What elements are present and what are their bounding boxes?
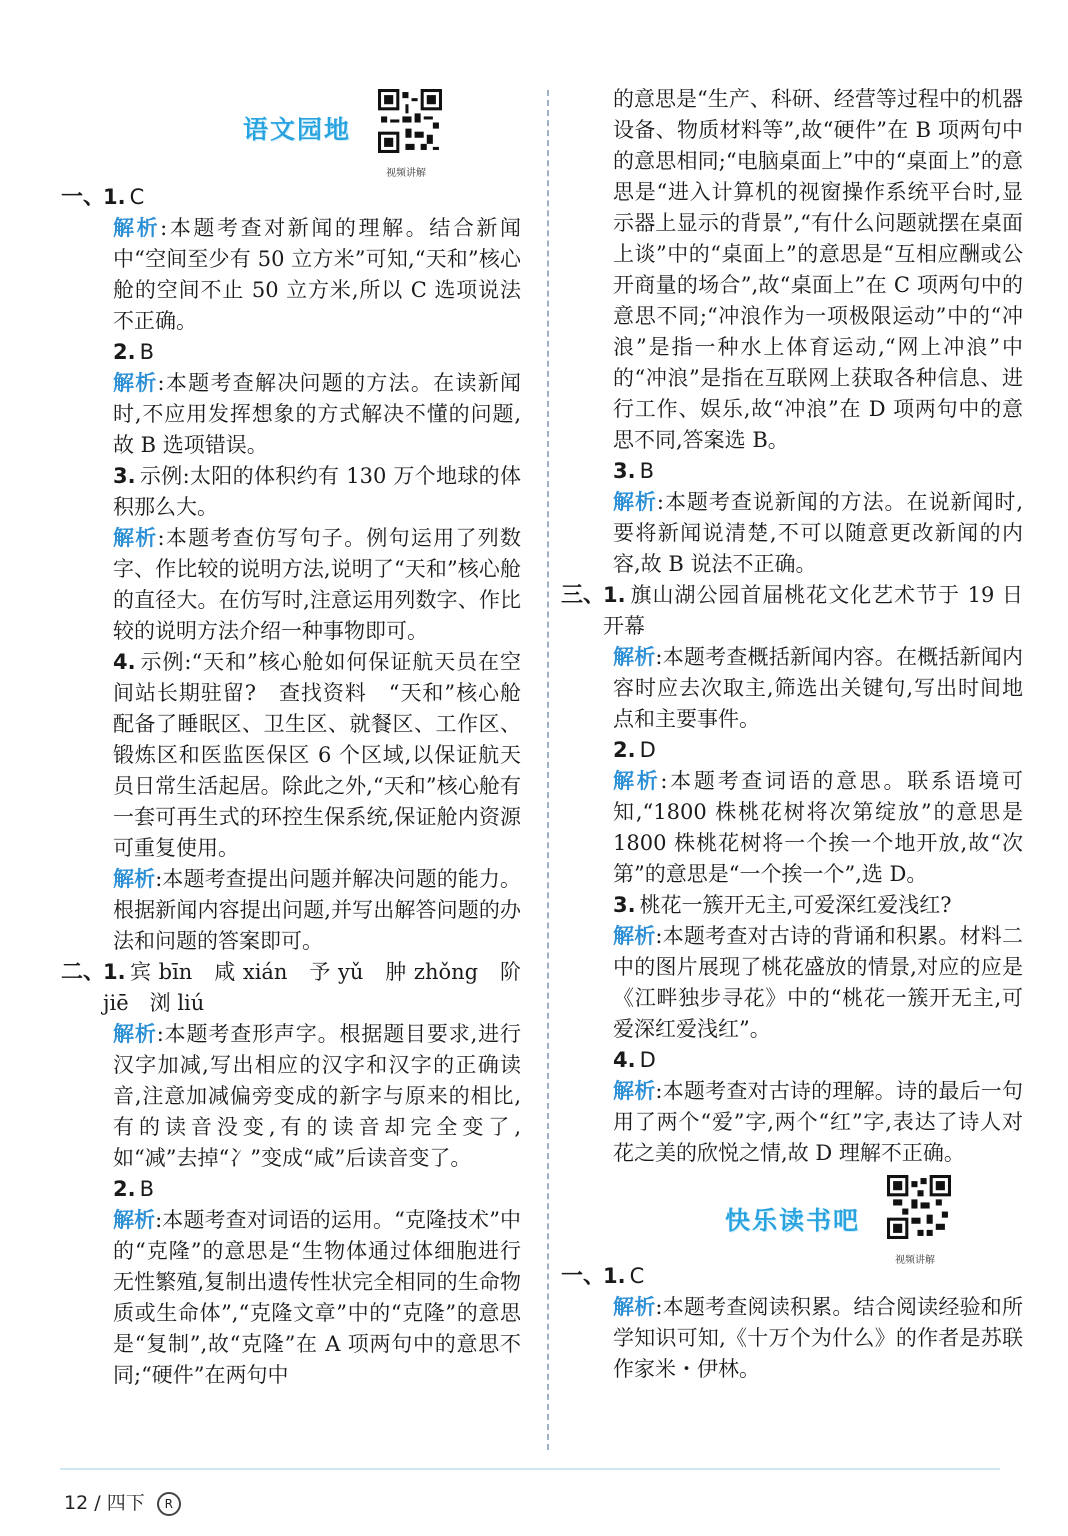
analysis-tag: 解析 xyxy=(613,1079,656,1103)
explanation-2 xyxy=(103,368,521,461)
question-number: 4. xyxy=(613,1048,636,1072)
footer-separator: / xyxy=(94,1492,107,1514)
section-title: 快乐读书吧 xyxy=(725,1206,861,1235)
analysis-tag: 解析 xyxy=(613,924,656,948)
grade-label: 四下 xyxy=(106,1492,145,1514)
explanation-text: :本题考查对古诗的背诵和积累。材料二中的图片展现了桃花盛放的情景,对应的应是《江畔独步寻花》中的“桃花一簇开无主,可爱深红爱浅红”。 xyxy=(613,924,1024,1041)
answer-3-4 xyxy=(603,1045,1023,1076)
answer-text: 示例:太阳的体积约有 130 万个地球的体积那么大。 xyxy=(113,464,521,519)
section-number: 一、 xyxy=(561,1264,606,1289)
edition-badge-icon: R xyxy=(157,1492,181,1516)
question-number: 3. xyxy=(113,464,136,488)
explanation-text: :本题考查概括新闻内容。在概括新闻内容时应去次取主,筛选出关键句,写出时间地点和主要事件。 xyxy=(613,645,1024,731)
explanation-3-2 xyxy=(603,766,1023,890)
answer-3-1 xyxy=(603,580,1023,642)
explanation-2-2 xyxy=(103,1205,521,1391)
analysis-tag: 解析 xyxy=(113,526,158,550)
qr-label: 视频讲解 xyxy=(386,168,426,179)
explanation-text: :本题考查解决问题的方法。在读新闻时,不应用发挥想象的方式解决不懂的问题,故 B 选项错误。 xyxy=(113,371,521,457)
answer-2 xyxy=(103,337,521,368)
answer-3-2 xyxy=(603,735,1023,766)
section-header-kuailedushuba xyxy=(603,1169,1023,1266)
question-number: 3. xyxy=(613,893,636,917)
explanation-text: :本题考查仿写句子。例句运用了列数字、作比较的说明方法,说明了“天和”核心舱的直径大。在仿写时,注意运用列数字、作比较的说明方法介绍一种事物即可。 xyxy=(113,526,521,643)
question-number: 2. xyxy=(113,340,136,364)
right-column xyxy=(561,84,1024,1385)
section-title: 语文园地 xyxy=(243,115,352,144)
question-number: 1. xyxy=(103,185,126,209)
answer-4 xyxy=(103,647,521,864)
qr-code-icon[interactable] xyxy=(378,89,442,153)
explanation-text: 的意思是“生产、科研、经营等过程中的机器设备、物质材料等”,故“硬件”在 B 项两句中的意思相同;“电脑桌面上”中的“桌面上”的意思是“进入计算机的视窗操作系统平台时,显示器上显示的背景”,“有什么问题就摆在桌面上谈”中的“桌面上”的意思是“互相应酬或公开商量的场合”,故“桌面上”在 C 项两句中的意思不同;“冲浪作为一项极限运动”中的“冲浪”是指一种水上体育运动,“网上冲浪”中的“冲浪”是指在互联网上获取各种信息、进行工作、娱乐,故“冲浪”在 D 项两句中的意思不同,答案选 B。 xyxy=(613,87,1023,452)
explanation-2-1 xyxy=(103,1019,521,1174)
answer-text: D xyxy=(639,1048,656,1072)
answer-text: 桃花一簇开无主,可爱深红爱浅红? xyxy=(639,893,952,917)
answer-text: C xyxy=(129,185,145,209)
analysis-tag: 解析 xyxy=(613,490,657,514)
section-2 xyxy=(61,957,522,1391)
question-number: 2. xyxy=(613,738,636,762)
question-number: 3. xyxy=(613,459,636,483)
answer-text: 旗山湖公园首届桃花文化艺术节于 19 日开幕 xyxy=(603,583,1023,638)
explanation-3 xyxy=(103,523,521,647)
analysis-tag: 解析 xyxy=(613,1295,656,1319)
explanation-text: :本题考查词语的意思。联系语境可知,“1800 株桃花树将次第绽放”的意思是 1800 株桃花树将一个挨一个地开放,故“次第”的意思是“一个挨一个”,选 D。 xyxy=(613,769,1023,886)
section-number: 一、 xyxy=(61,185,106,210)
analysis-tag: 解析 xyxy=(613,645,656,669)
question-number: 1. xyxy=(603,1264,626,1288)
answer-text: 示例:“天和”核心舱如何保证航天员在空间站长期驻留? 查找资料 “天和”核心舱配备了睡眠区、卫生区、就餐区、工作区、锻炼区和医监医保区 6 个区域,以保证航天员日常生活起居。除此之外,“天和”核心舱有一套可再生式的环控生保系统,保证舱内资源可重复使用。 xyxy=(113,650,521,860)
section-header-yuwenyuandi xyxy=(103,84,521,182)
question-number: 4. xyxy=(113,650,136,674)
answer-1 xyxy=(103,182,521,213)
answer-4-1 xyxy=(603,1261,1023,1292)
left-column xyxy=(61,84,522,1391)
answer-text: B xyxy=(639,459,655,483)
answer-2-1 xyxy=(103,957,521,1019)
explanation-text: :本题考查提出问题并解决问题的能力。根据新闻内容提出问题,并写出解答问题的办法和问题的答案即可。 xyxy=(113,867,521,953)
explanation-continued xyxy=(603,84,1023,456)
answer-3 xyxy=(103,461,521,523)
footer-divider xyxy=(60,1468,1000,1470)
section-1 xyxy=(61,182,522,957)
analysis-tag: 解析 xyxy=(113,867,156,891)
answer-text: B xyxy=(139,1177,155,1201)
answer-3-3 xyxy=(603,890,1023,921)
explanation-1 xyxy=(103,213,521,337)
section-number: 二、 xyxy=(61,960,106,985)
explanation-3-4 xyxy=(603,1076,1023,1169)
answer-2-2 xyxy=(103,1174,521,1205)
explanation-4 xyxy=(103,864,521,957)
question-number: 1. xyxy=(103,960,126,984)
column-divider xyxy=(547,90,549,1450)
answer-text: 宾 bīn 咸 xián 予 yǔ 肿 zhǒng 阶 jiē 浏 liú xyxy=(103,960,521,1015)
explanation-text: :本题考查对新闻的理解。结合新闻中“空间至少有 50 立方米”可知,“天和”核心舱的空间不止 50 立方米,所以 C 选项说法不正确。 xyxy=(113,216,522,333)
section-4 xyxy=(561,1261,1024,1385)
explanation-2-3 xyxy=(603,487,1023,580)
question-number: 1. xyxy=(603,583,626,607)
section-3 xyxy=(561,580,1024,1169)
answer-2-3 xyxy=(603,456,1023,487)
question-number: 2. xyxy=(113,1177,136,1201)
page-footer xyxy=(64,1488,181,1516)
explanation-text: :本题考查说新闻的方法。在说新闻时,要将新闻说清楚,不可以随意更改新闻的内容,故 B 说法不正确。 xyxy=(613,490,1023,576)
analysis-tag: 解析 xyxy=(613,769,661,793)
explanation-text: :本题考查阅读积累。结合阅读经验和所学知识可知,《十万个为什么》的作者是苏联作家米・伊林。 xyxy=(613,1295,1024,1381)
analysis-tag: 解析 xyxy=(113,216,161,240)
explanation-text: :本题考查对词语的运用。“克隆技术”中的“克隆”的意思是“生物体通过体细胞进行无性繁殖,复制出遗传性状完全相同的生命物质或生命体”,“克隆文章”中的“克隆”的意思是“复制”,故“克隆”在 A 项两句中的意思不同;“硬件”在两句中 xyxy=(113,1208,522,1387)
section-number: 三、 xyxy=(561,583,606,608)
answer-text: B xyxy=(139,340,155,364)
explanation-text: :本题考查形声字。根据题目要求,进行汉字加减,写出相应的汉字和汉字的正确读音,注意加减偏旁变成的新字与原来的相比,有的读音没变,有的读音却完全变了,如“减”去掉“冫”变成“咸”后读音变了。 xyxy=(113,1022,522,1170)
analysis-tag: 解析 xyxy=(113,1022,157,1046)
explanation-4-1 xyxy=(603,1292,1023,1385)
explanation-3-3 xyxy=(603,921,1023,1045)
analysis-tag: 解析 xyxy=(113,371,158,395)
analysis-tag: 解析 xyxy=(113,1208,156,1232)
qr-code-icon[interactable] xyxy=(887,1175,951,1239)
explanation-text: :本题考查对古诗的理解。诗的最后一句用了两个“爱”字,两个“红”字,表达了诗人对花之美的欣悦之情,故 D 理解不正确。 xyxy=(613,1079,1024,1165)
explanation-3-1 xyxy=(603,642,1023,735)
qr-label: 视频讲解 xyxy=(895,1255,935,1266)
answer-text: C xyxy=(629,1264,645,1288)
answer-text: D xyxy=(639,738,656,762)
page-number: 12 xyxy=(64,1492,89,1514)
